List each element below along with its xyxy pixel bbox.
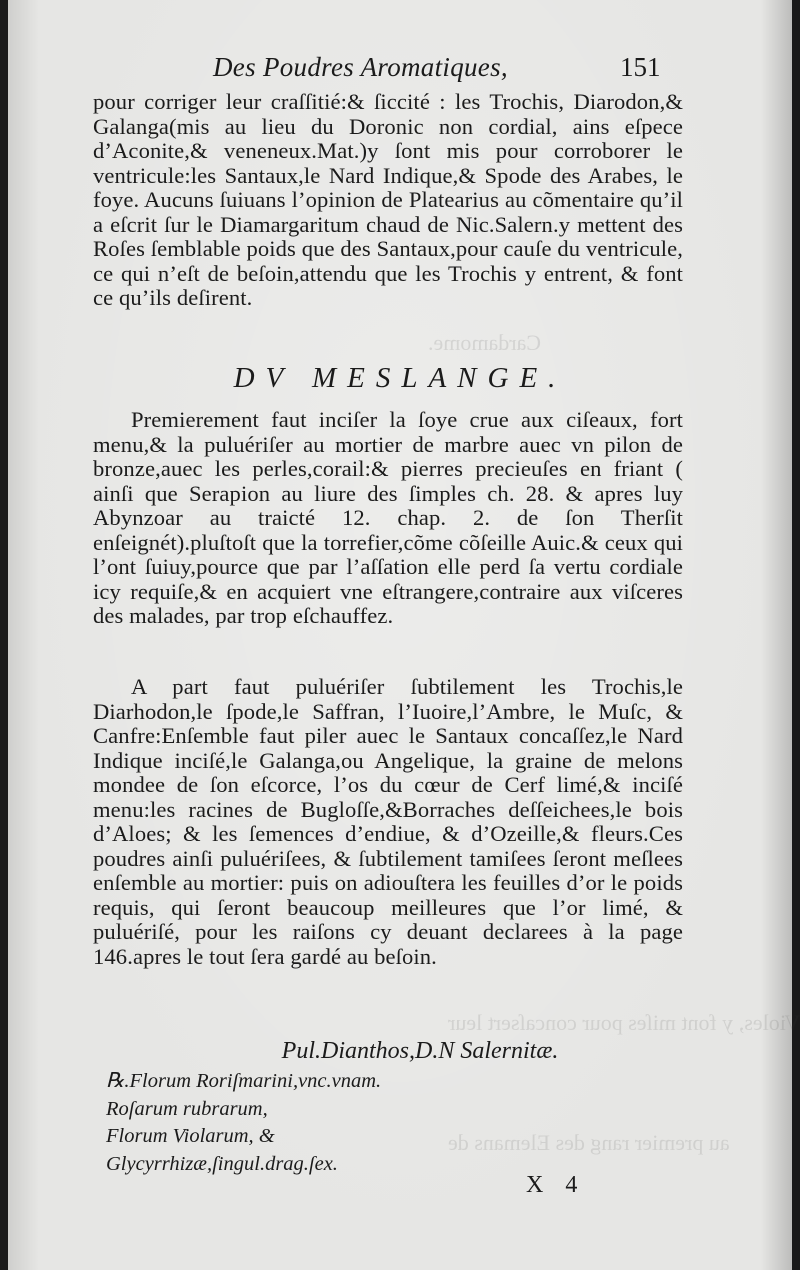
- book-page: [8, 0, 800, 1270]
- section-heading: DV MESLANGE.: [233, 362, 567, 394]
- recipe-line: Roſarum rubrarum,: [106, 1097, 268, 1120]
- recipe-line: Glycyrrhizæ,ſingul.drag.ſex.: [106, 1152, 338, 1175]
- bleed-through-text: Cardamome.: [428, 330, 542, 355]
- paragraph-preparation: Premierement faut inciſer la ſoye crue aux ciſeaux, fort menu,& la puluériſer au mortier de marbre auec vn pilon de bronze,auec les perles,corail:& pierres precieuſes en friant ( ainſi que Serapion au liure des ſimples ch. 28. & apres luy Abynzoar au traicté 12. chap. 2. de ſon Therſit enſeignét).pluſtoſt que la torrefier,cõme cõſeille Auic.& ceux qui l’ont ſuiuy,pource que par l’aſſation elle perd ſa vertu cordiale icy requiſe,& en acquiert vne eſtrangere,contraire aux viſceres des malades, par trop eſchauffez.: [93, 407, 683, 628]
- paragraph-intro: pour corriger leur craſſitié:& ſiccité : les Trochis, Diarodon,& Galanga(mis au lieu du Doronic non cordial, ains eſpece d’Aconite,& veneneux.Mat.)y ſont mis pour corroborer le ventricule:les Santaux,le Nard Indique,& Spode des Arabes, le foye. Aucuns ſuiuans l’opinion de Platearius au cõmentaire qu’il a eſcrit ſur le Diamargaritum chaud de Nic.Salern.y mettent des Roſes ſemblable poids que des Santaux,pour cauſe du ventricule, ce qui n’eſt de beſoin,attendu que les Trochis y entrent, & font ce qu’ils deſirent.: [93, 89, 683, 310]
- recipe-line: ℞.Florum Roriſmarini,vnc.vnam.: [106, 1070, 382, 1092]
- signature-mark: X 4: [526, 1172, 586, 1198]
- bleed-through-text: au premier rang des Elemans de: [448, 1130, 730, 1155]
- running-head: Des Poudres Aromatiques,: [213, 52, 508, 82]
- recipe-list: [106, 1068, 526, 1178]
- recipe-title: Pul.Dianthos,D.N Salernitæ.: [281, 1038, 559, 1064]
- page-header: [8, 50, 792, 90]
- recipe-line: Florum Violarum, &: [106, 1125, 275, 1147]
- page-number: 151: [620, 52, 661, 82]
- paragraph-powders: A part faut puluériſer ſubtilement les Trochis,le Diarhodon,le ſpode,le Saffran, l’Iuoire,l’Ambre, le Muſc, & Canfre:Enſemble faut piler auec le Santaux concaſſez,le Nard Indique inciſé,le Galanga,ou Angelique, la graine de melons mondee de ſon eſcorce, l’os du cœur de Cerf limé,& inciſé menu:les racines de Bugloſſe,&Borraches deſſeichees,le bois d’Aloes; & les ſemences d’endiue, & d’Ozeille,& fleurs.Ces poudres ainſi puluériſees, & ſubtilement tamiſees ſeront meſlees enſemble au mortier: puis on adiouſtera les feuilles d’or le poids requis, qui ſeront beaucoup meilleures que l’or limé, & puluériſé, pour les raiſons cy deuant declarees à la page 146.apres le tout ſera gardé au beſoin.: [93, 674, 683, 969]
- bleed-through-text: Violes, y font miſes pour concaſsert leur: [448, 1010, 800, 1035]
